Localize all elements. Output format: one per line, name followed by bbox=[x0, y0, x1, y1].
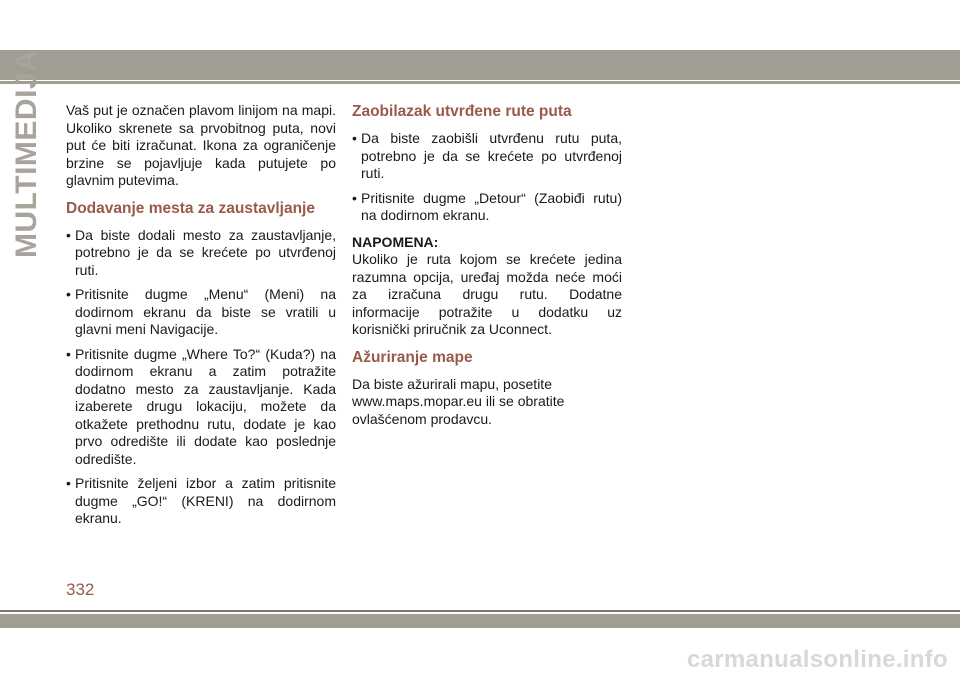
page-number: 332 bbox=[66, 580, 95, 599]
list-item: • Pritisnite željeni izbor a zatim pritisnite dugme „GO!“ (KRENI) na dodirnom ekranu. bbox=[66, 475, 336, 526]
list-item: • Da biste dodali mesto za zaustavljanje, potrebno je da se krećete po utvrđenoj ruti. bbox=[66, 226, 336, 278]
heading-add-stop: Dodavanje mesta za zaustavljanje bbox=[66, 199, 315, 217]
right-column bbox=[352, 102, 622, 428]
footer-rule bbox=[0, 610, 960, 612]
note-title: NAPOMENA: bbox=[352, 233, 439, 250]
watermark: carmanualsonline.info bbox=[686, 646, 948, 673]
map-update-line: www.maps.mopar.eu ili se obratite bbox=[352, 393, 565, 409]
intro-paragraph: Vaš put je označen plavom linijom na mapi. Ukoliko skrenete sa prvobitnog puta, novi put će biti izračunat. Ikona za ograničenje brzine se pojavljuje kada putujete po glavnim putevima. bbox=[66, 102, 336, 188]
list-item: • Pritisnite dugme „Where To?“ (Kuda?) na dodirnom ekranu a zatim potražite dodatno mesto za zaustavljanje. Kada izaberete drugu lokaciju, možete da otkažete prethodnu rutu, dodate je kao prvo odredište ili dodate kao poslednje odredište. bbox=[66, 345, 336, 467]
header-band bbox=[0, 50, 960, 80]
map-update-text bbox=[352, 376, 622, 429]
map-update-line: Da biste ažurirali mapu, posetite bbox=[352, 375, 552, 392]
left-column bbox=[66, 102, 336, 537]
header-rule bbox=[0, 81, 960, 84]
list-item: • Da biste zaobišli utvrđenu rutu puta, potrebno je da se krećete po utvrđenoj ruti. bbox=[352, 130, 622, 181]
list-item: • Pritisnite dugme „Detour“ (Zaobiđi rutu) na dodirnom ekranu. bbox=[352, 189, 622, 223]
footer-band bbox=[0, 614, 960, 628]
list-item: • Pritisnite dugme „Menu“ (Meni) na dodirnom ekranu da biste se vratili u glavni meni Navigacije. bbox=[66, 286, 336, 337]
heading-map-update: Ažuriranje mape bbox=[352, 348, 473, 366]
add-stop-list bbox=[66, 227, 336, 528]
map-update-line: ovlašćenom prodavcu. bbox=[352, 410, 493, 427]
detour-list bbox=[352, 130, 622, 225]
heading-detour: Zaobilazak utvrđene rute puta bbox=[352, 103, 572, 120]
note-text: Ukoliko je ruta kojom se krećete jedina razumna opcija, uređaj možda neće moći za izračuna drugu rutu. Dodatne informacije potražite u dodatku uz korisnički priručnik za Uconnect. bbox=[352, 251, 622, 337]
section-title: MULTIMEDIJA bbox=[10, 49, 43, 258]
